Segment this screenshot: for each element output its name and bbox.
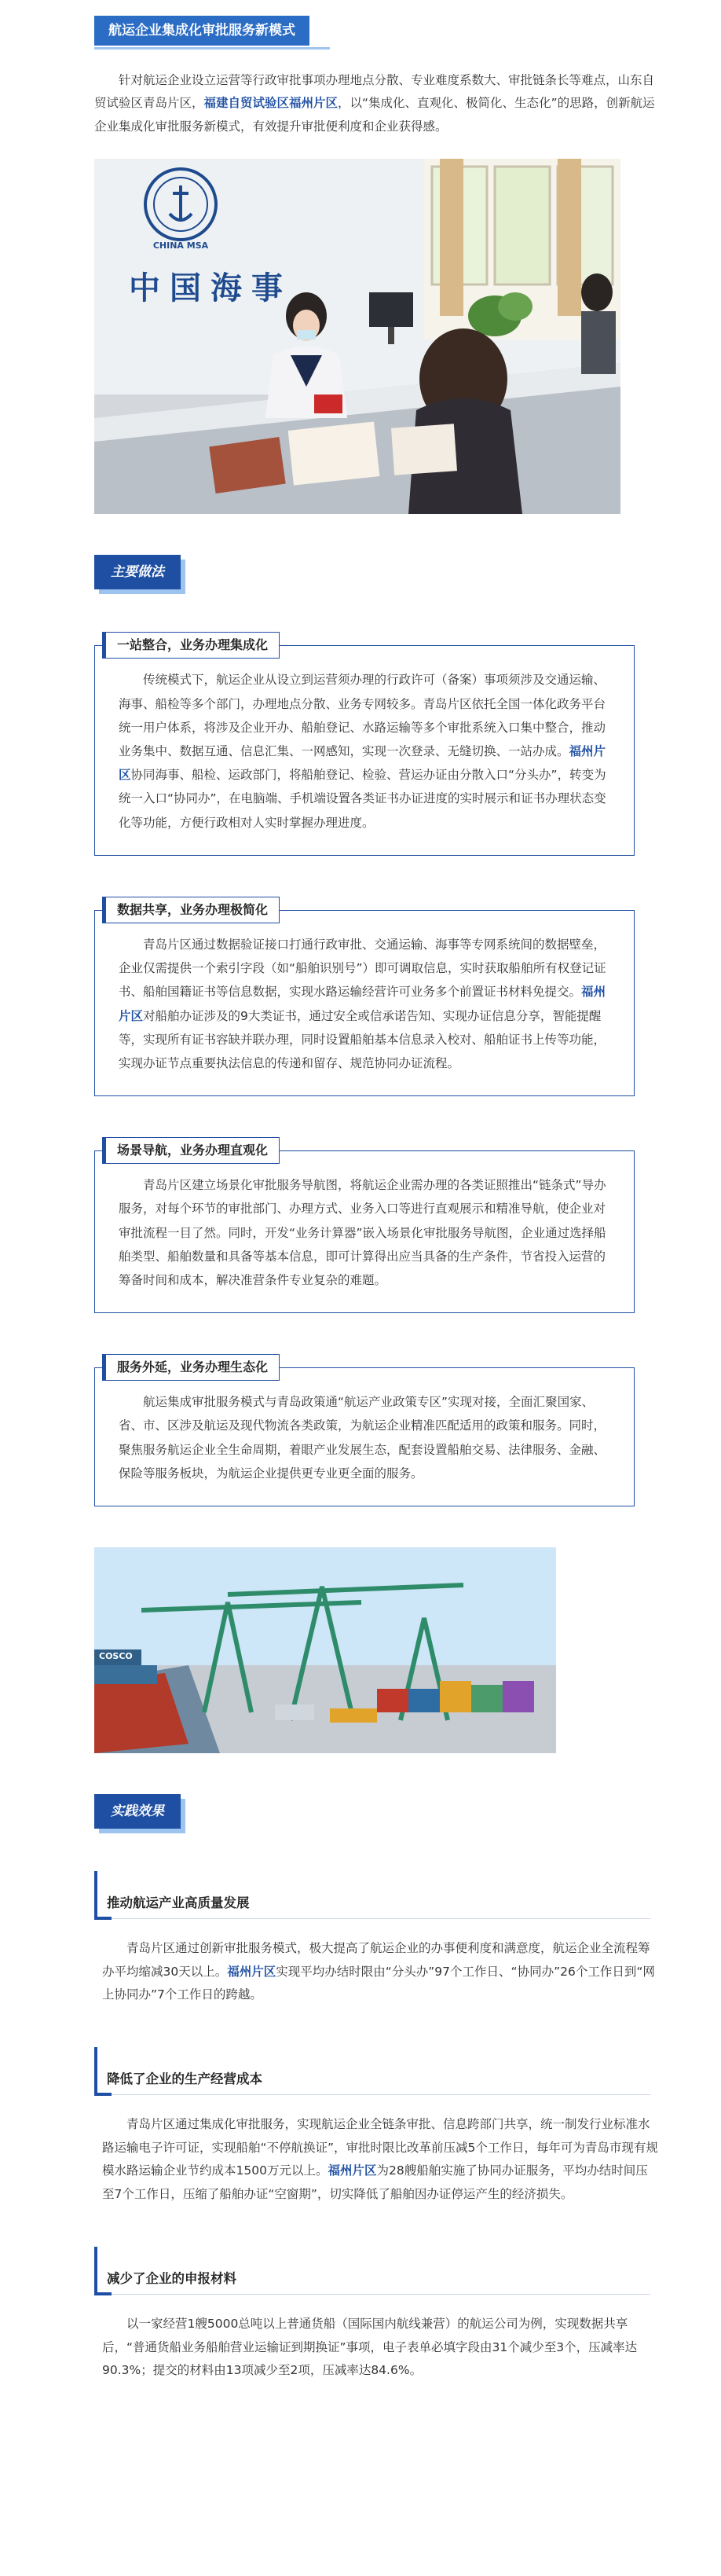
item-text-end: 协同海事、船检、运政部门，将船舶登记、检验、营运办证由分散入口“分头办”，转变为统一入口“协同办”，在电脑端、手机端设置各类证书办证进度的实时展示和证书办理状态变化等功能，方便行政相对人实时掌握办理进度。 <box>119 768 606 830</box>
result-highlight: 福州片区 <box>328 2163 377 2178</box>
logo-text: CHINA MSA <box>152 240 209 251</box>
result-text: 以一家经营1艘5000总吨以上普通货船（国际国内航线兼营）的航运公司为例，实现数据共享后，“普通货船业务船舶营业运输证到期换证”事项，电子表单必填字段由31个减少至3个，压减率达90.3%；提交的材料由13项减少至2项，压减率达84.6%。 <box>102 2317 638 2378</box>
section-main-label <box>94 555 721 602</box>
result-underline <box>112 2094 650 2095</box>
sign-text: 中国海事 <box>129 270 292 307</box>
intro-highlight: 福建自贸试验区福州片区 <box>203 96 339 111</box>
header <box>94 16 330 50</box>
item-box-2 <box>94 910 635 1096</box>
result-bar <box>94 2247 97 2295</box>
intro-text-end: ，以“集成化、直观化、极简化、生态化”的思路，创新航运企业集成化审批服务新模式，有效提升审批便利度和企业获得感。 <box>94 96 655 134</box>
item-heading: 场景导航，业务办理直观化 <box>102 1137 280 1164</box>
result-bar-foot <box>94 2292 112 2295</box>
result-bar <box>94 1871 97 1920</box>
result-bar <box>94 2047 97 2096</box>
result-paragraph-2 <box>102 2113 658 2206</box>
intro-paragraph <box>94 69 660 138</box>
section-main-title: 主要做法 <box>94 555 181 589</box>
ship-label: COSCO <box>99 1651 133 1662</box>
port-photo <box>94 1547 556 1753</box>
result-heading-1 <box>94 1871 721 1920</box>
item-text: 青岛片区建立场景化审批服务导航图，将航运企业需办理的各类证照推出“链条式”导办服务，对每个环节的审批部门、办理方式、业务入口等进行直观展示和精准导航，使企业对审批流程一目了然。同时，开发“业务计算器”嵌入场景化审批服务导航图，企业通过选择船舶类型、船舶数量和具备等基本信息，即可计算得出应当具备的生产条件，节省投入运营的筹备时间和成本，解决准营条件专业复杂的难题。 <box>119 1178 606 1288</box>
item-highlight: 福州片区 <box>119 985 606 1023</box>
item-box-4 <box>94 1367 635 1506</box>
result-bar-foot <box>94 2093 112 2096</box>
item-highlight: 福州片区 <box>119 743 606 783</box>
result-paragraph-3 <box>102 2313 658 2382</box>
result-text-end: 为28艘船舶实施了协同办证服务，平均办结时间压至7个工作日，压缩了船舶办证“空窗期”，切实降低了船舶因办证停运产生的经济损失。 <box>102 2163 648 2201</box>
office-scene-illustration <box>94 159 620 514</box>
page-title: 航运企业集成化审批服务新模式 <box>94 16 309 46</box>
result-text: 青岛片区通过集成化审批服务，实现航运企业全链条审批、信息跨部门共享，统一制发行业标准水路运输电子许可证，实现船舶“不停航换证”，审批时限比改革前压减5个工作日，每年可为青岛市现有规模水路运输企业节约成本1500万元以上。 <box>102 2117 658 2178</box>
item-heading: 一站整合，业务办理集成化 <box>102 632 280 659</box>
section-results-label <box>94 1794 721 1841</box>
item-heading: 服务外延，业务办理生态化 <box>102 1354 280 1381</box>
item-text: 航运集成审批服务模式与青岛政策通“航运产业政策专区”实现对接，全面汇聚国家、省、市、区涉及航运及现代物流各类政策，为航运企业精准匹配适用的政策和服务。同时，聚焦服务航运企业全生命周期，着眼产业发展生态，配套设置船舶交易、法律服务、金融、保险等服务板块，为航运企业提供更专业更全面的服务。 <box>119 1395 606 1481</box>
intro-text: 针对航运企业设立运营等行政审批事项办理地点分散、专业难度系数大、审批链条长等难点，山东自贸试验区青岛片区， <box>94 73 655 111</box>
result-title: 推动航运产业高质量发展 <box>107 1895 250 1911</box>
result-underline <box>112 1918 650 1919</box>
result-heading-2 <box>94 2047 721 2096</box>
result-text-end: 实现平均办结时限由“分头办”97个工作日、“协同办”26个工作日到“网上协同办”7个工作日的跨越。 <box>102 1964 655 2002</box>
result-paragraph-1 <box>102 1937 658 2006</box>
office-photo <box>94 159 620 514</box>
item-text: 青岛片区通过数据验证接口打通行政审批、交通运输、海事等专网系统间的数据壁垒，企业仅需提供一个索引字段（如“船舶识别号”）即可调取信息，实时获取船舶所有权登记证书、船舶国籍证书等信息数据，实现水路运输经营许可业务多个前置证书材料免提交。 <box>119 937 606 1000</box>
result-highlight: 福州片区 <box>227 1964 276 1979</box>
header-underline <box>94 47 330 50</box>
item-heading: 数据共享，业务办理极简化 <box>102 897 280 923</box>
result-underline <box>112 2294 650 2295</box>
port-scene-illustration <box>94 1547 556 1753</box>
result-title: 减少了企业的申报材料 <box>107 2271 236 2287</box>
item-text-end: 对船舶办证涉及的9大类证书，通过安全或信承诺告知、实现办证信息分享，智能提醒等，实现所有证书容缺并联办理，同时设置船舶基本信息录入校对、船舶证书上传等功能，实现办证节点重要执法信息的传递和留存、规范协同办证流程。 <box>119 1008 606 1070</box>
result-bar-foot <box>94 1917 112 1920</box>
result-title: 降低了企业的生产经营成本 <box>107 2071 262 2087</box>
result-text: 青岛片区通过创新审批服务模式，极大提高了航运企业的办事便利度和满意度，航运企业全流程筹办平均缩减30天以上。 <box>102 1941 650 1979</box>
section-results-title: 实践效果 <box>94 1794 181 1829</box>
item-box-3 <box>94 1150 635 1313</box>
item-text: 传统模式下，航运企业从设立到运营须办理的行政许可（备案）事项须涉及交通运输、海事、船检等多个部门，办理地点分散、业务专网较多。青岛片区依托全国一体化政务平台统一用户体系，将涉及企业开办、船舶登记、水路运输等多个审批系统入口集中整合，推动业务集中、数据互通、信息汇集、一网感知，实现一次登录、无缝切换、一站办成。 <box>119 673 606 758</box>
item-box-1 <box>94 645 635 856</box>
result-heading-3 <box>94 2247 721 2295</box>
